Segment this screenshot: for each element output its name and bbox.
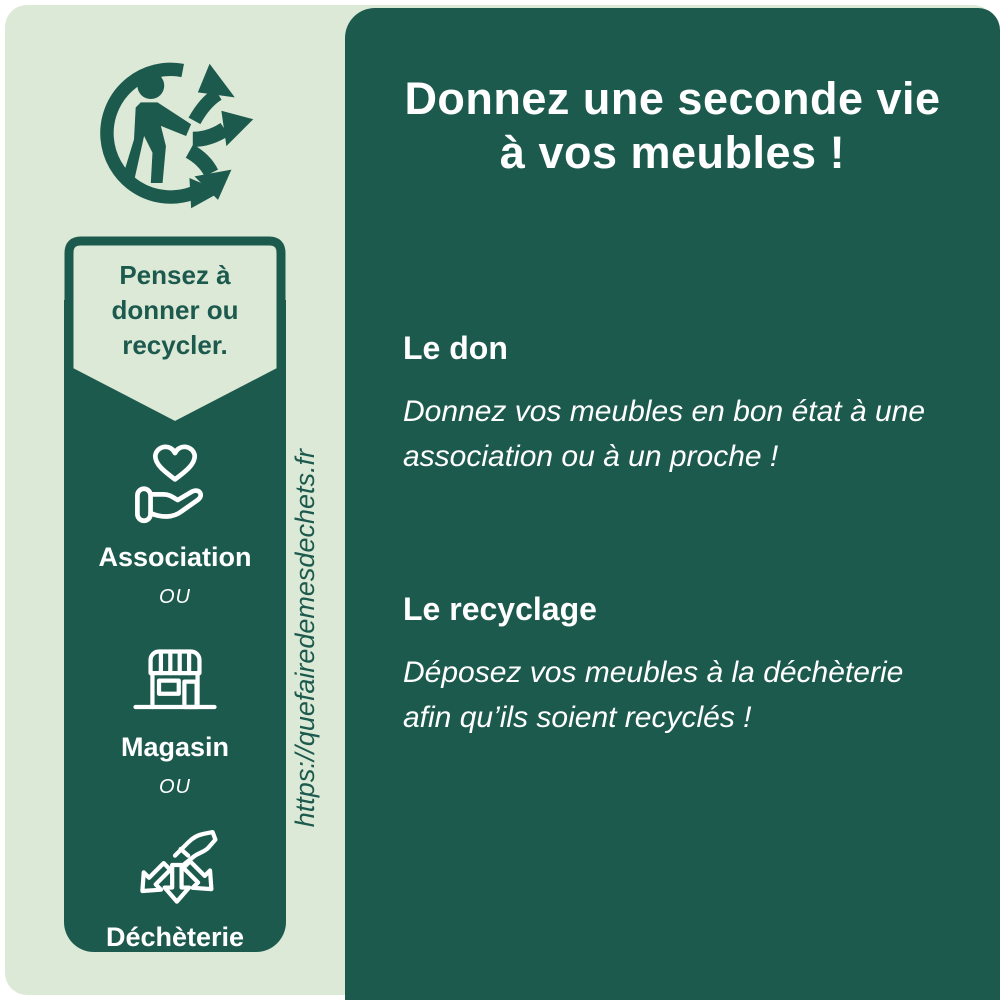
- dropoff-hand-icon: [128, 818, 222, 912]
- page-title-line2: à vos meubles !: [499, 127, 846, 178]
- website-url: [283, 388, 327, 888]
- banner: [64, 236, 286, 432]
- section-recyclage: [345, 591, 1000, 740]
- main-panel: [345, 8, 1000, 1000]
- heart-in-hand-icon: [128, 438, 222, 532]
- triman-recycling-logo-icon: [92, 52, 260, 220]
- separator-ou-1: OU: [159, 586, 191, 608]
- section-don: [345, 330, 1000, 479]
- section-recyclage-body: Déposez vos meubles à la déchèterie afin qu’ils soient recyclés !: [403, 656, 904, 734]
- separator-ou-2: OU: [159, 776, 191, 798]
- section-recyclage-heading: Le recyclage: [403, 591, 597, 627]
- section-don-body: Donnez vos meubles en bon état à une association ou à un proche !: [403, 395, 926, 473]
- option-label-association: Association: [98, 542, 252, 572]
- option-label-magasin: Magasin: [120, 732, 230, 762]
- section-don-heading: Le don: [403, 330, 508, 366]
- page-title-line1: Donnez une seconde vie: [404, 73, 941, 124]
- storefront-icon: [128, 628, 222, 722]
- option-label-decheterie: Déchèterie: [105, 922, 245, 952]
- website-url-text: https://quefairedemesdechets.fr: [289, 448, 320, 828]
- page-title: [365, 72, 980, 180]
- banner-text: Pensez à donner ou recycler.: [111, 260, 239, 361]
